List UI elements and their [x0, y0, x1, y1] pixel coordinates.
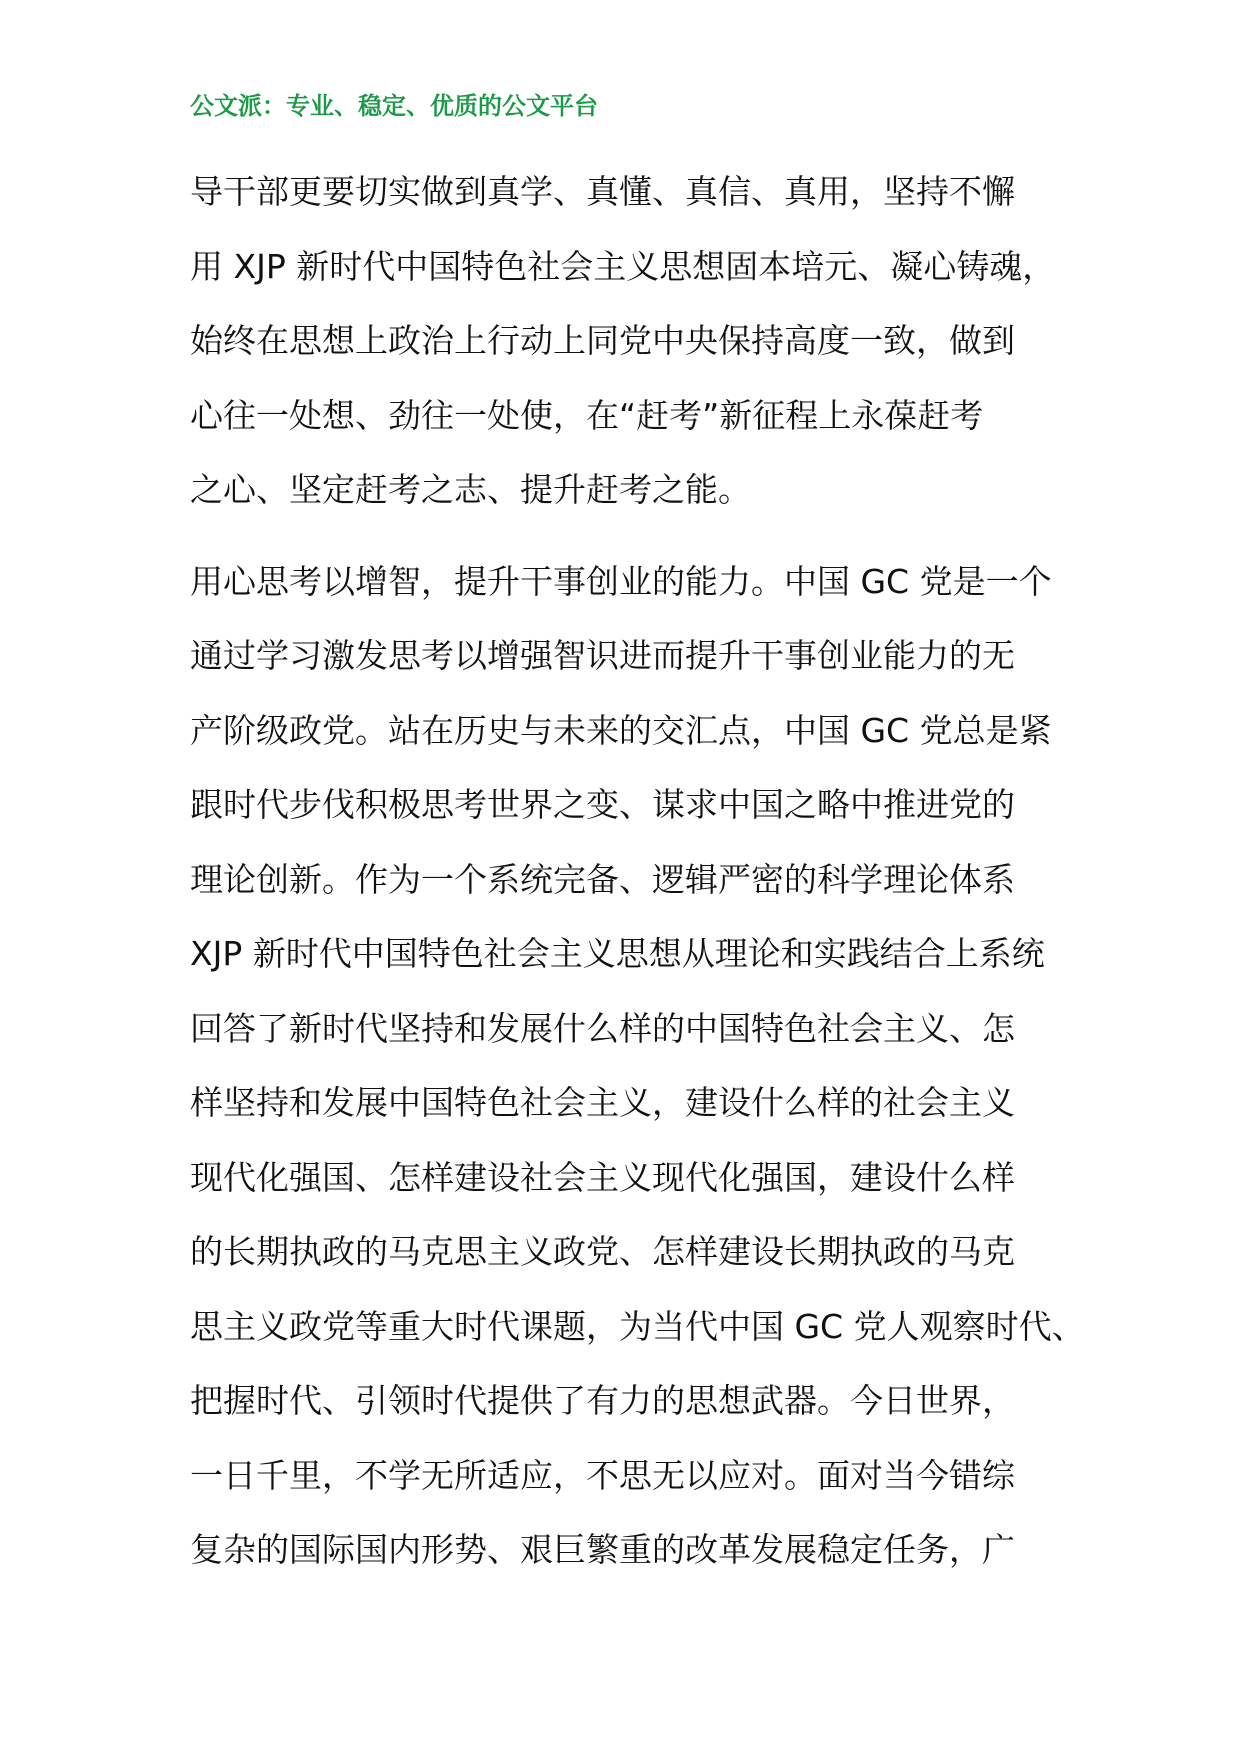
text-line: XJP 新时代中国特色社会主义思想从理论和实践结合上系统 [190, 934, 1045, 973]
text-line: 跟时代步伐积极思考世界之变、谋求中国之略中推进党的 [190, 785, 1015, 824]
document-body [190, 170, 1090, 1603]
page-header-title: 公文派：专业、稳定、优质的公文平台 [190, 92, 598, 120]
text-line: 一日千里，不学无所适应，不思无以应对。面对当今错综 [190, 1455, 1015, 1495]
text-line: 导干部更要切实做到真学、真懂、真信、真用，坚持不懈 [190, 172, 1015, 211]
text-line: 回答了新时代坚持和发展什么样的中国特色社会主义、怎 [190, 1008, 1015, 1048]
text-line: 通过学习激发思考以增强智识进而提升干事创业能力的无 [190, 636, 1015, 675]
text-line: 用心思考以增智，提升干事创业的能力。中国 GC 党是一个 [190, 561, 1052, 601]
text-line: 复杂的国际国内形势、艰巨繁重的改革发展稳定任务，广 [190, 1530, 1015, 1569]
paragraph-2 [190, 560, 1090, 1603]
text-line: 始终在思想上政治上行动上同党中央保持高度一致，做到 [190, 321, 1015, 360]
text-line: 产阶级政党。站在历史与未来的交汇点，中国 GC 党总是紧 [190, 710, 1052, 750]
text-line: 思主义政党等重大时代课题，为当代中国 GC 党人观察时代、 [190, 1306, 1085, 1346]
text-line: 样坚持和发展中国特色社会主义，建设什么样的社会主义 [190, 1083, 1015, 1122]
text-line: 的长期执政的马克思主义政党、怎样建设长期执政的马克 [190, 1232, 1015, 1271]
paragraph-1 [190, 170, 1090, 543]
text-line: 用 XJP 新时代中国特色社会主义思想固本培元、凝心铸魂， [190, 246, 1056, 286]
text-line: 把握时代、引领时代提供了有力的思想武器。今日世界， [190, 1381, 1015, 1420]
text-line: 之心、坚定赶考之志、提升赶考之能。 [190, 470, 751, 509]
text-line: 心往一处想、劲往一处使，在“赶考”新征程上永葆赶考 [190, 395, 984, 435]
text-line: 现代化强国、怎样建设社会主义现代化强国，建设什么样 [190, 1157, 1015, 1197]
text-line: 理论创新。作为一个系统完备、逻辑严密的科学理论体系 [190, 859, 1015, 899]
